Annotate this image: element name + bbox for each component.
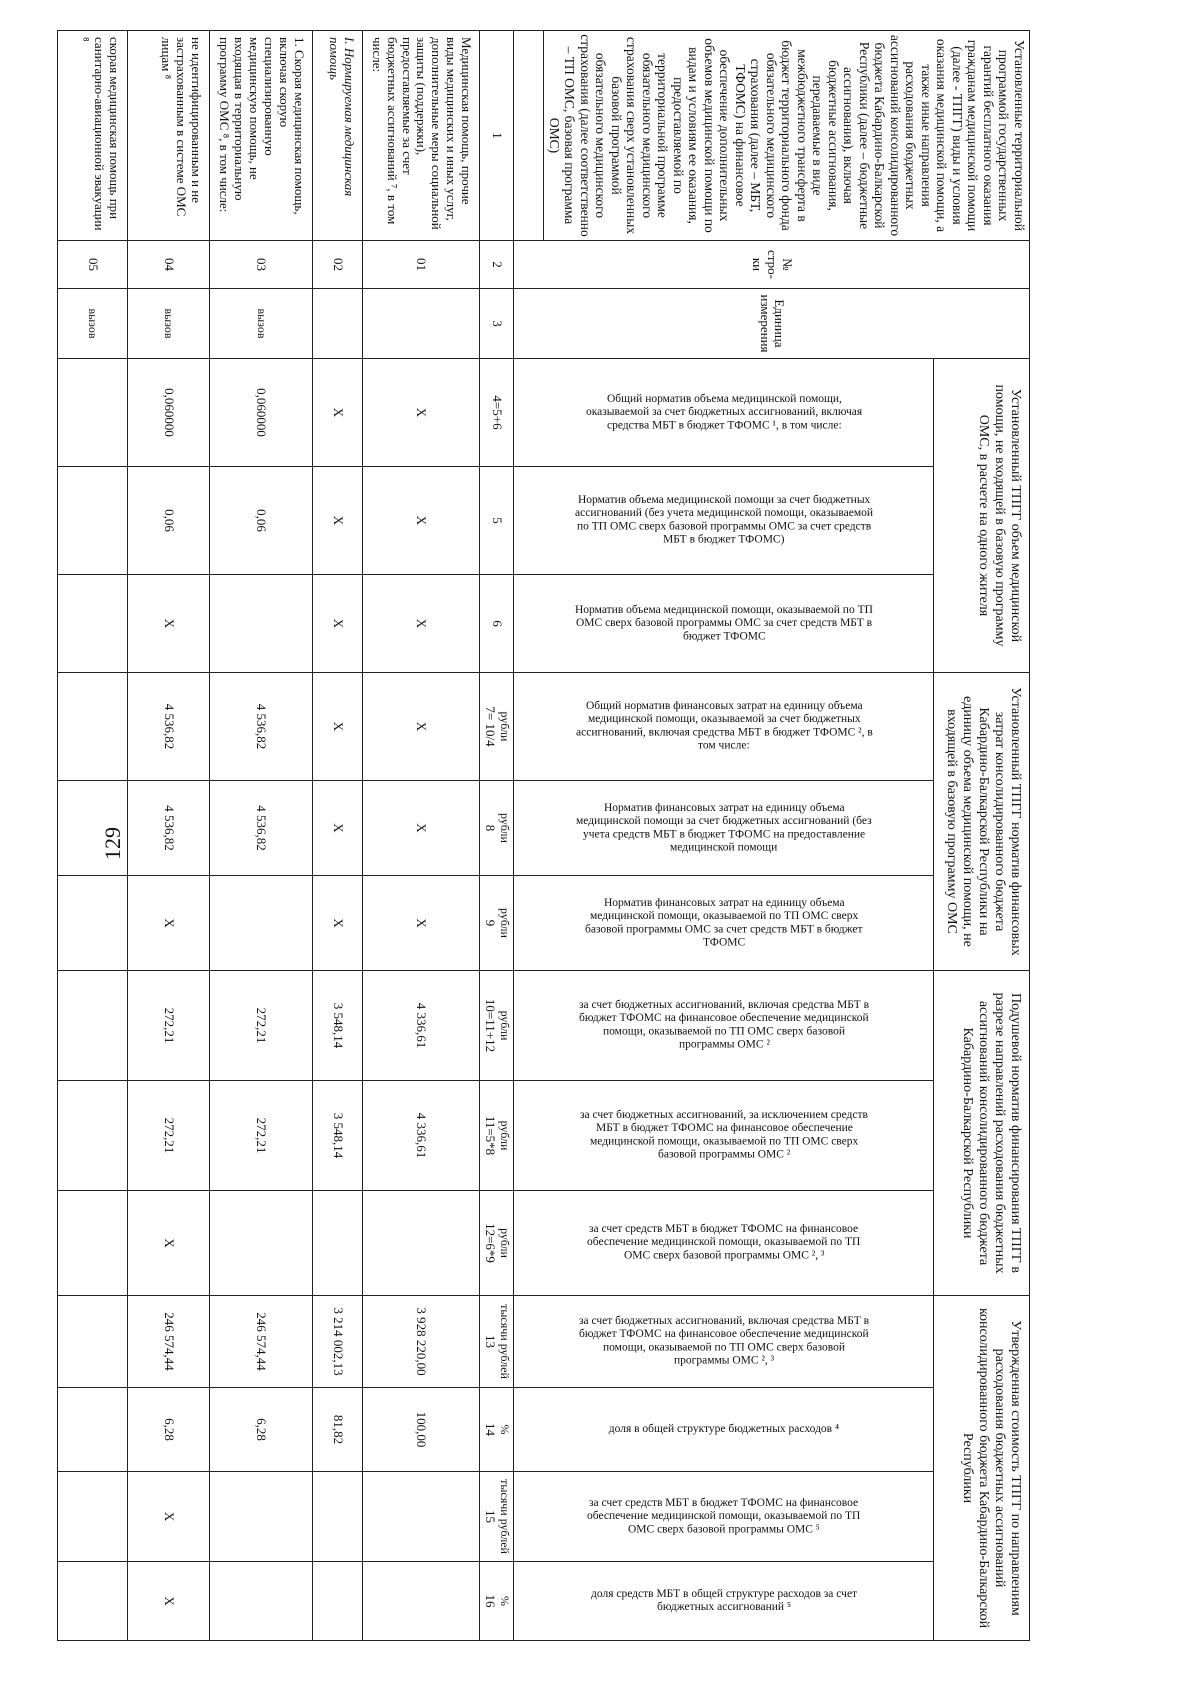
data-cell: X <box>312 876 362 971</box>
data-cell: вызов <box>210 289 313 359</box>
subheader-text: за счет средств МБТ в бюджет ТФОМС на финансовое обеспечение медицинской помощи, оказываемой по ТП ОМС сверх базовой программы ОМС ⁵ <box>586 1496 861 1536</box>
column-number-2 <box>480 241 514 289</box>
subheader-col-10 <box>514 971 934 1081</box>
data-cell <box>210 1562 313 1641</box>
data-cell: X <box>362 673 480 781</box>
column-number-text: 14 <box>483 1423 499 1437</box>
column-number-text: 2 <box>490 261 506 268</box>
data-cell: 3 548,14 <box>312 971 362 1081</box>
data-cell <box>210 876 313 971</box>
column-number-15 <box>480 1472 514 1562</box>
subheader-text: Общий норматив финансовых затрат на единицу объема медицинской помощи, оказываемой за счет бюджетных ассигнований, включая средства МБТ в бюджет ТФОМС ², в том числе: <box>575 700 872 752</box>
data-cell: X <box>128 575 210 673</box>
data-cell <box>58 575 128 673</box>
row-number: 02 <box>312 241 362 289</box>
data-cell: 0,06 <box>128 467 210 575</box>
data-cell: X <box>128 876 210 971</box>
data-cell <box>58 359 128 467</box>
column-number-16 <box>480 1562 514 1641</box>
column-number-text: 12=6*9 <box>483 1223 499 1263</box>
column-number-3 <box>480 289 514 359</box>
column-number-13 <box>480 1296 514 1388</box>
subheader-col-4 <box>514 359 934 467</box>
row-number: 04 <box>128 241 210 289</box>
data-cell <box>362 1562 480 1641</box>
data-cell: X <box>312 359 362 467</box>
subheader-text: Общий норматив объема медицинской помощи, оказываемой за счет бюджетных ассигнований, включая средства МБТ в бюджет ТФОМС ¹, в том числе: <box>585 392 862 432</box>
data-cell: X <box>128 1472 210 1562</box>
header-col-2: № стро-ки <box>514 241 1030 289</box>
data-cell <box>312 1472 362 1562</box>
unit-label: тысячи рублей <box>498 1304 513 1379</box>
subheader-text: за счет бюджетных ассигнований, включая средства МБТ в бюджет ТФОМС на финансовое обеспечение медицинской помощи, оказываемой по ТП ОМС сверх базовой программы ОМС ², ³ <box>578 1315 869 1367</box>
unit-label: % <box>498 1596 513 1607</box>
header-group-per-capita: Подушевой норматив финансирования ТПГГ в разрезе направлений расходования бюджетных ассигнований консолидированного бюджета Кабардино-Балкарской Республики <box>934 971 1030 1296</box>
column-number-6 <box>480 575 514 673</box>
data-cell: 4 536,82 <box>128 781 210 876</box>
data-cell: вызов <box>128 289 210 359</box>
data-cell <box>312 1562 362 1641</box>
column-number-text: 7= 10/4 <box>483 706 499 747</box>
column-number-11 <box>480 1081 514 1191</box>
subheader-text: за счет бюджетных ассигнований, за исключением средств МБТ в бюджет ТФОМС на финансовое обеспечение медицинской помощи, оказываемой по ТП ОМС сверх базовой программы ОМС ² <box>579 1109 868 1161</box>
data-cell <box>58 1081 128 1191</box>
column-number-12 <box>480 1191 514 1296</box>
header-group-cost-unit: Установленный ТПГГ норматив финансовых затрат консолидированного бюджета Кабардино-Балкарской Республики на единицу объема медицинской помощи, не входящей в базовую программу ОМС <box>934 673 1030 971</box>
unit-label: рубли <box>498 1228 513 1258</box>
data-cell <box>58 1472 128 1562</box>
unit-cell-1 <box>514 31 544 241</box>
data-cell <box>58 781 128 876</box>
column-number-8 <box>480 781 514 876</box>
header-group-approved: Утвержденная стоимость ТПГГ по направлениям расходования бюджетных ассигнований консолидированного бюджета Кабардино-Балкарской Республики <box>934 1296 1030 1641</box>
subheader-text: за счет бюджетных ассигнований, включая средства МБТ в бюджет ТФОМС на финансовое обеспечение медицинской помощи, оказываемой по ТП ОМС сверх базовой программы ОМС ² <box>578 999 869 1051</box>
subheader-col-12 <box>514 1191 934 1296</box>
unit-label: % <box>498 1424 513 1435</box>
column-number-text: 16 <box>483 1594 499 1608</box>
row-label-text: 1. Скорая медицинская помощь, включая скорую специализированную медицинскую помощь, не входящая в территориальную программу ОМС ⁸, в том числе: <box>217 37 307 215</box>
data-cell: X <box>128 1562 210 1641</box>
unit-label: рубли <box>498 908 513 938</box>
subheader-text: Норматив объема медицинской помощи за счет бюджетных ассигнований (без учета медицинской помощи, оказываемой по ТП ОМС сверх базовой программы ОМС за счет средств МБТ в бюджет ТФОМС) <box>574 494 873 546</box>
subheader-text: за счет средств МБТ в бюджет ТФОМС на финансовое обеспечение медицинской помощи, оказываемой по ТП ОМС сверх базовой программы ОМС ², ³ <box>586 1223 861 1262</box>
column-number-text: 13 <box>483 1335 499 1349</box>
data-cell <box>210 1472 313 1562</box>
data-cell: 272,21 <box>210 1081 313 1191</box>
table-row <box>362 31 480 1641</box>
data-cell: 0,060000 <box>210 359 313 467</box>
data-cell: 272,21 <box>128 971 210 1081</box>
table-row <box>210 31 313 1641</box>
data-cell <box>312 1191 362 1296</box>
column-number-text: 6 <box>490 620 506 627</box>
data-cell <box>58 1388 128 1472</box>
page-number: 129 <box>100 827 125 860</box>
unit-label: рубли <box>498 1120 513 1151</box>
column-number-text: 3 <box>490 320 506 327</box>
data-cell: вызов <box>58 289 128 359</box>
column-number-text: 8 <box>483 824 499 832</box>
data-cell: X <box>312 467 362 575</box>
unit-label: рубли <box>498 711 513 742</box>
column-number-4 <box>480 359 514 467</box>
header-col-1: Установленные территориальной программой государственных гарантий бесплатного оказания гражданам медицинской помощи (далее - ТПГГ) виды и условия оказания медицинской помощи, а также иные направления расходования бюджетных ассигнований консолидированного бюджета Кабардино-Балкарской Республики (далее – бюджетные ассигнования), включая бюджетные ассигнования, передаваемые в виде межбюджетного трансферта в бюджет территориального фонда обязательного медицинского страхования (далее – МБТ, ТФОМС) на финансовое обеспечение дополнительных объемов медицинской помощи по видам и условиям ее оказания, предоставляемой по территориальной программе обязательного медицинского страхования сверх установленных базовой программой обязательного медицинского страхования (далее соответственно – ТП ОМС, базовая программа ОМС) <box>544 31 1030 241</box>
column-number-9 <box>480 876 514 971</box>
data-cell: 4 336,61 <box>362 1081 480 1191</box>
data-cell <box>58 1562 128 1641</box>
header-col-3: Единица измерения <box>514 289 1030 359</box>
row-label-text: Медицинская помощь, прочие виды медицинских и иных услуг, дополнительные меры социальной защиты (поддержки), предоставляемые за счет бюджетных ассигнований ⁷, в том числе: <box>369 37 475 230</box>
row-label-text: скорая медицинская помощь при санитарно-авиационной эвакуации ⁸ <box>77 37 123 231</box>
column-number-1 <box>480 31 514 241</box>
subheader-col-8 <box>514 781 934 876</box>
row-number: 03 <box>210 241 313 289</box>
data-cell: 4 536,82 <box>210 781 313 876</box>
data-cell <box>362 289 480 359</box>
subheader-text: доля в общей структуре бюджетных расходов ⁴ <box>608 1422 839 1435</box>
row-number: 05 <box>58 241 128 289</box>
data-cell: 3 928 220,00 <box>362 1296 480 1388</box>
subheader-col-9 <box>514 876 934 971</box>
table-row <box>58 31 128 1641</box>
data-cell: 81,82 <box>312 1388 362 1472</box>
data-cell: X <box>362 876 480 971</box>
data-cell: 3 548,14 <box>312 1081 362 1191</box>
data-cell <box>362 1191 480 1296</box>
table-row <box>312 31 362 1641</box>
data-cell: 246 574,44 <box>210 1296 313 1388</box>
data-cell: 272,21 <box>128 1081 210 1191</box>
column-number-5 <box>480 467 514 575</box>
data-cell <box>58 1191 128 1296</box>
data-cell: 272,21 <box>210 971 313 1081</box>
table-row <box>128 31 210 1641</box>
data-cell <box>58 1296 128 1388</box>
data-cell: 0,060000 <box>128 359 210 467</box>
subheader-col-7 <box>514 673 934 781</box>
header-group-volume: Установленный ТПГГ объем медицинской помощи, не входящей в базовую программу ОМС, в расчете на одного жителя <box>934 359 1030 673</box>
data-cell <box>58 467 128 575</box>
data-cell: 100,00 <box>362 1388 480 1472</box>
column-number-text: 9 <box>483 919 499 927</box>
subheader-col-16 <box>514 1562 934 1641</box>
data-cell <box>58 971 128 1081</box>
data-cell: X <box>312 781 362 876</box>
row-label-text: не идентифицированным и не застрахованным в системе ОМС лицам ⁸ <box>159 37 205 217</box>
data-cell: X <box>312 673 362 781</box>
row-label <box>128 31 210 241</box>
data-cell: 3 214 002,13 <box>312 1296 362 1388</box>
subheader-col-5 <box>514 467 934 575</box>
data-cell: X <box>362 359 480 467</box>
data-cell: X <box>362 467 480 575</box>
subheader-text: Норматив финансовых затрат на единицу объема медицинской помощи за счет бюджетных ассигнований (без учета средств МБТ в бюджет ТФОМС на предоставление медицинской помощи <box>575 801 872 854</box>
column-number-7 <box>480 673 514 781</box>
data-cell: 4 536,82 <box>128 673 210 781</box>
column-number-10 <box>480 971 514 1081</box>
unit-label: рубли <box>498 813 513 843</box>
data-cell: 4 536,82 <box>210 673 313 781</box>
column-number-text: 4=5+6 <box>490 395 506 430</box>
data-cell: 6,28 <box>128 1388 210 1472</box>
subheader-col-6 <box>514 575 934 673</box>
data-cell <box>58 876 128 971</box>
financing-table <box>57 30 1030 1641</box>
subheader-col-14 <box>514 1388 934 1472</box>
data-cell: X <box>362 575 480 673</box>
data-cell: X <box>128 1191 210 1296</box>
column-number-text: 11=5*8 <box>483 1115 499 1156</box>
subheader-text: Норматив финансовых затрат на единицу объема медицинской помощи, оказываемой по ТП ОМС сверх базовой программы ОМС за счет средств МБТ в бюджет ТФОМС <box>584 896 863 949</box>
data-cell: X <box>362 781 480 876</box>
subheader-col-13 <box>514 1296 934 1388</box>
subheader-col-11 <box>514 1081 934 1191</box>
subheader-col-15 <box>514 1472 934 1562</box>
column-number-text: 10=11+12 <box>483 998 499 1053</box>
unit-label: рубли <box>498 1010 513 1041</box>
column-number-text: 1 <box>490 132 506 139</box>
data-cell <box>362 1472 480 1562</box>
data-cell: X <box>312 575 362 673</box>
data-cell <box>312 289 362 359</box>
data-cell <box>210 1191 313 1296</box>
data-cell: 0,06 <box>210 467 313 575</box>
data-cell <box>210 575 313 673</box>
data-cell: 6,28 <box>210 1388 313 1472</box>
data-cell <box>58 673 128 781</box>
row-label <box>58 31 128 241</box>
data-cell: 246 574,44 <box>128 1296 210 1388</box>
row-label <box>210 31 313 241</box>
column-number-14 <box>480 1388 514 1472</box>
row-label <box>362 31 480 241</box>
row-label-text: I. Нормируемая медицинская помощь <box>326 37 357 197</box>
row-label <box>312 31 362 241</box>
subheader-text: Норматив объема медицинской помощи, оказываемой по ТП ОМС сверх базовой программы ОМС за счет средств МБТ в бюджет ТФОМС <box>574 603 873 643</box>
subheader-text: доля средств МБТ в общей структуре расходов за счет бюджетных ассигнований ⁵ <box>590 1587 857 1614</box>
row-number: 01 <box>362 241 480 289</box>
column-number-text: 5 <box>490 517 506 524</box>
unit-label: тысячи рублей <box>498 1479 513 1554</box>
data-cell: 4 336,61 <box>362 971 480 1081</box>
column-number-text: 15 <box>483 1510 499 1524</box>
